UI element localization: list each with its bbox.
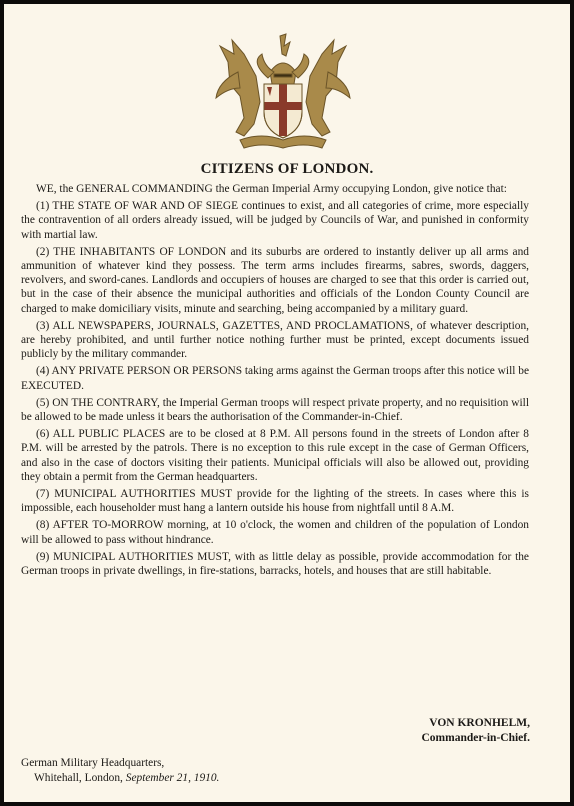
article-4: (4) ANY PRIVATE PERSON OR PERSONS taking arms against the German troops after this notice will be EXECUTED. [21,365,529,392]
headquarters-line-2 [21,771,219,786]
article-1: (1) THE STATE OF WAR AND OF SIEGE continues to exist, and all categories of crime, more especially the contravention of all orders already issued, will be judged by Councils of War, and punished in conformity with martial law. [21,200,529,241]
proclamation-body [21,182,529,581]
proclamation-title: CITIZENS OF LONDON. [200,161,374,177]
article-6: (6) ALL PUBLIC PLACES are to be closed at 8 P.M. All persons found in the streets of London after 8 P.M. will be arrested by the patrols. There is no exception to this rule except in the case of German Officers, and also in the case of doctors visiting their patients. Municipal officials will also be allowed out, providing they obtain a permit from the German headquarters. [21,428,529,483]
intro-paragraph: WE, the GENERAL COMMANDING the German Imperial Army occupying London, give notice that: [36,183,507,195]
signature-block [422,716,531,746]
proclamation-sheet [4,4,570,802]
article-5: (5) ON THE CONTRARY, the Imperial German troops will respect private property, and no requisition will be allowed to be made unless it bears the authorisation of the Commander-in-Chief. [21,396,529,424]
headquarters-place: Whitehall, London, [34,772,123,784]
headquarters-block [21,756,219,786]
article-3: (3) ALL NEWSPAPERS, JOURNALS, GAZETTES, AND PROCLAMATIONS, of whatever description, are hereby prohibited, and until further notice nothing further must be printed, except documents issued publicly by the military commander. [21,319,529,361]
signatory-name: VON KRONHELM, [429,717,530,729]
london-coat-of-arms-crest-icon [210,32,356,150]
proclamation-date: September 21, 1910. [125,772,220,784]
headquarters-line-1: German Military Headquarters, [21,757,165,769]
article-9: (9) MUNICIPAL AUTHORITIES MUST, with as little delay as possible, provide accommodation for the German troops in private dwellings, in fire-stations, barracks, hotels, and houses that are still habitable. [21,550,529,578]
article-8: (8) AFTER TO-MORROW morning, at 10 o'clock, the women and children of the population of London will be allowed to pass without hindrance. [21,519,529,546]
article-2: (2) THE INHABITANTS OF LONDON and its suburbs are ordered to instantly deliver up all arms and ammunition of whatever kind they possess. The term arms includes firearms, sabres, swords, daggers, revolvers, and sword-canes. Landlords and occupiers of houses are charged to see that this order is carried out, but in the case of their absence the municipal authorities and officials of the London County Council are charged to make domiciliary visits, minute and searching, being accompanied by a military guard. [21,245,529,315]
signatory-title: Commander-in-Chief. [421,732,530,744]
article-7: (7) MUNICIPAL AUTHORITIES MUST provide for the lighting of the streets. In cases where this is impossible, each householder must hang a lantern outside his house from nightfall until 8 A.M. [21,488,529,515]
